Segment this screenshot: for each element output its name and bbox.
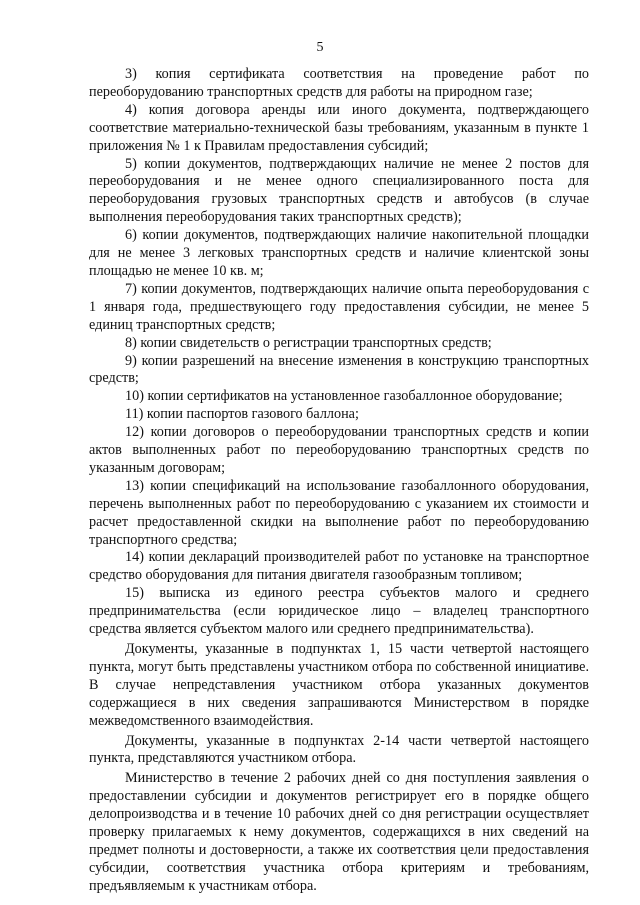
list-item: 6) копии документов, подтверждающих наличие накопительной площадки для не менее 3 легковых транспортных средств и наличие клиентской зоны площадью не менее 10 кв. м; [89, 227, 589, 279]
list-item: 13) копии спецификаций на использование газобаллонного оборудования, перечень выполненных работ по переоборудованию с указанием их стоимости и расчет предоставленной скидки на выполнение работ по переоборудованию транспортного средства; [89, 477, 589, 548]
list-item: 8) копии свидетельств о регистрации транспортных средств; [125, 334, 492, 351]
body-paragraph: Документы, указанные в подпунктах 1, 15 части четвертой настоящего пункта, могут быть представлены участником отбора по собственной инициативе. В случае непредставления участником отбора указанных документов содержащиеся в них сведения запрашиваются Министерством в порядке межведомственного взаимодействия. [89, 641, 589, 729]
body-paragraph: Министерство в течение 2 рабочих дней со дня поступления заявления о предоставлении субсидии и документов регистрирует его в порядке общего делопроизводства и в течение 10 рабочих дней со дня регистрации осуществляет проверку прилагаемых к нему документов, содержащихся в них сведений на предмет полноты и достоверности, а также их соответствия цели предоставления субсидии, соответствия участника отбора критериям и требованиям, предъявляемым к участникам отбора. [89, 770, 589, 894]
document-body [89, 66, 589, 896]
list-item: 4) копия договора аренды или иного документа, подтверждающего соответствие материально-технической базы требованиям, указанным в пункте 1 приложения № 1 к Правилам предоставления субсидий; [89, 101, 589, 154]
page-number: 5 [316, 40, 324, 55]
list-item: 9) копии разрешений на внесение изменения в конструкцию транспортных средств; [89, 352, 589, 387]
list-item: 7) копии документов, подтверждающих наличие опыта переоборудования с 1 января года, предшествующего году предоставления субсидии, не менее 5 единиц транспортных средств; [89, 280, 589, 333]
list-item: 5) копии документов, подтверждающих наличие не менее 2 постов для переоборудования и не менее одного специализированного поста для переоборудования грузовых транспортных средств и автобусов (в случае выполнения переоборудования таких транспортных средств); [89, 155, 589, 226]
body-paragraph: Документы, указанные в подпунктах 2-14 части четвертой настоящего пункта, представляются участником отбора. [89, 732, 589, 767]
list-item: 3) копия сертификата соответствия на проведение работ по переоборудованию транспортных средств для работы на природном газе; [89, 66, 589, 100]
list-item: 11) копии паспортов газового баллона; [125, 406, 359, 423]
list-item: 14) копии деклараций производителей работ по установке на транспортное средство оборудования для питания двигателя газообразным топливом; [89, 549, 589, 584]
list-item: 10) копии сертификатов на установленное газобаллонное оборудование; [125, 388, 563, 405]
list-item: 12) копии договоров о переоборудовании транспортных средств и копии актов выполненных работ по переоборудованию транспортных средств по указанным договорам; [89, 424, 589, 476]
list-item: 15) выписка из единого реестра субъектов малого и среднего предпринимательства (если юридическое лицо – владелец транспортного средства является субъектом малого или среднего предпринимательства). [89, 585, 589, 638]
